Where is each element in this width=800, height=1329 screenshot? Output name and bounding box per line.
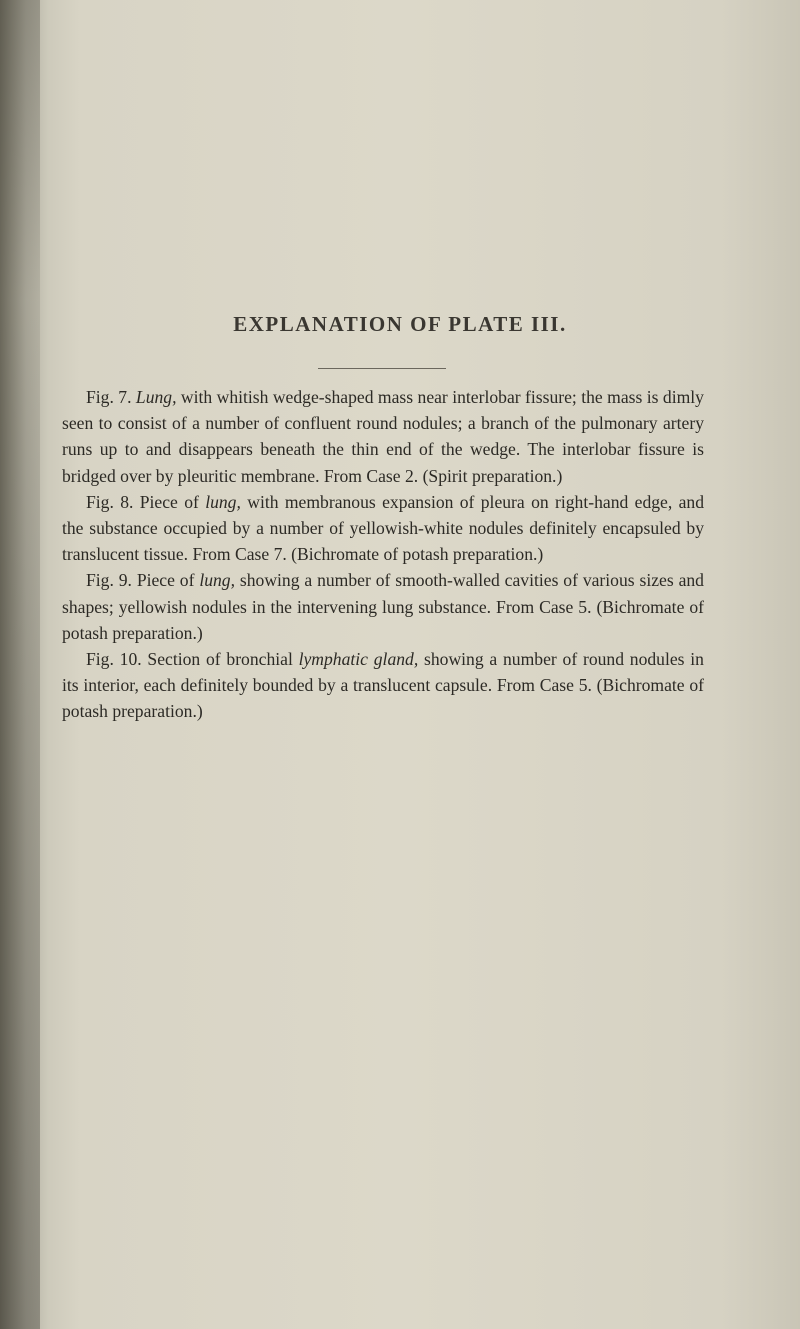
figure-9-caption (62, 567, 704, 646)
page-title: EXPLANATION OF PLATE III. (233, 312, 567, 336)
figure-subject: lymphatic gland, (298, 649, 419, 670)
figure-description: showing a number of smooth-walled cavities of various sizes and shapes; yellowish nodules in the intervening lung substance. From Case 5. (Bichromate of potash preparation.) (62, 570, 704, 643)
figure-label: Fig. 7. (86, 387, 136, 407)
binding-gutter-shadow (0, 0, 40, 1329)
figure-subject: Lung, (135, 387, 177, 407)
figure-subject: lung, (205, 491, 241, 512)
figure-10-caption (62, 646, 704, 725)
figure-label: Fig. 10. Section of bronchial (86, 649, 299, 670)
title-divider (318, 368, 446, 369)
plate-explanation-body (62, 384, 704, 725)
figure-description: with membranous expansion of pleura on right-hand edge, and the substance occupied by a number of yellowish-white nodules definitely encapsuled by translucent tissue. From Case 7. (Bichromate of potash preparation.) (62, 491, 704, 565)
figure-8-caption (62, 489, 704, 568)
figure-subject: lung, (199, 570, 236, 591)
figure-description: showing a number of round nodules in its interior, each definitely bounded by a translucent capsule. From Case 5. (Bichromate of potash preparation.) (62, 649, 704, 722)
figure-7-caption (62, 384, 704, 489)
figure-label: Fig. 8. Piece of (86, 491, 206, 512)
figure-label: Fig. 9. Piece of (86, 570, 200, 591)
figure-description: with whitish wedge-shaped mass near interlobar fissure; the mass is dimly seen to consist of a number of confluent round nodules; a branch of the pulmonary artery runs up to and disappears beneath the thin end of the wedge. The interlobar fissure is bridged over by pleuritic membrane. From Case 2. (Spirit preparation.) (62, 387, 704, 486)
